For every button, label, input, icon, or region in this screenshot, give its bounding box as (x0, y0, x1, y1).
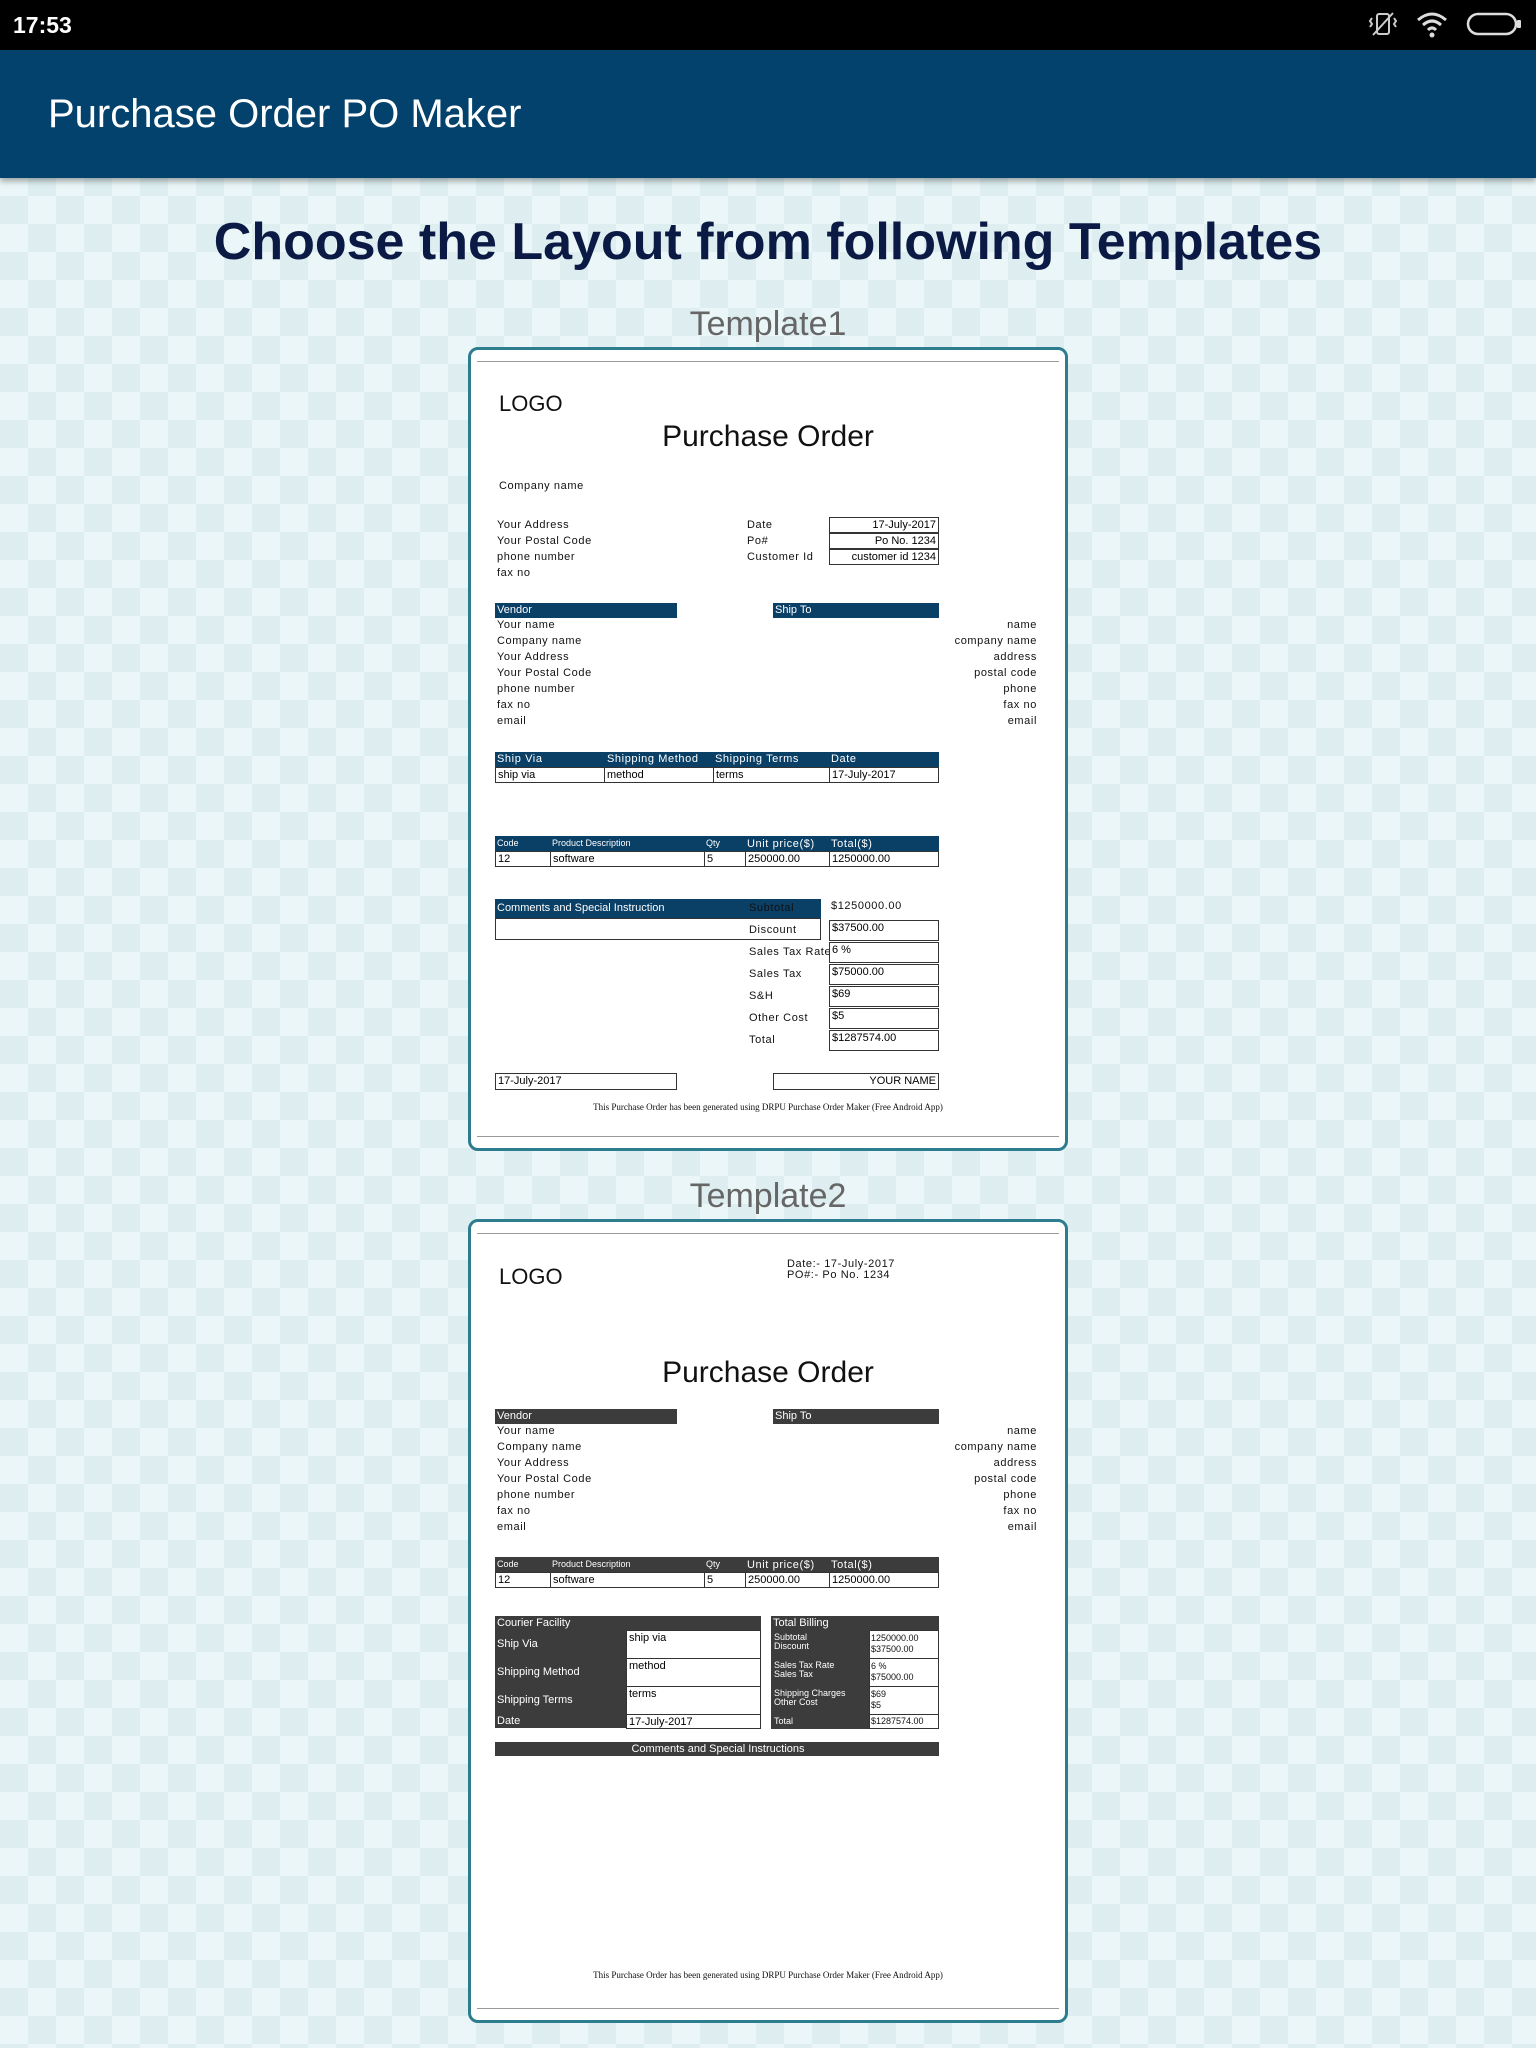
billing-label: Other Cost (774, 1697, 818, 1707)
ship-to-line: fax no (1003, 699, 1037, 711)
item-value: software (550, 851, 705, 867)
totals-value: $75000.00 (829, 964, 939, 985)
totals-value: 6 % (829, 942, 939, 963)
totals-value: $5 (829, 1008, 939, 1029)
shipping-header: Date (831, 753, 857, 765)
billing-value: $69 (871, 1689, 887, 1699)
billing-value: $1287574.00 (871, 1716, 924, 1726)
courier-label: Date (495, 1714, 626, 1728)
totals-label: Sales Tax Rate (749, 946, 832, 958)
meta-value: customer id 1234 (829, 549, 939, 565)
ship-to-line: fax no (1003, 1505, 1037, 1517)
status-bar (0, 0, 1536, 50)
totals-value: $69 (829, 986, 939, 1007)
template-2-card[interactable] (468, 1219, 1068, 2023)
meta-value: 17-July-2017 (829, 517, 939, 533)
billing-label: Sales Tax (774, 1669, 813, 1679)
vendor-line: Your Postal Code (497, 667, 592, 679)
status-icons (1368, 10, 1522, 38)
courier-label: Ship Via (495, 1630, 626, 1658)
item-value: 5 (704, 851, 746, 867)
item-header: Product Description (552, 1559, 631, 1569)
vibrate-off-icon (1368, 10, 1398, 38)
billing-divider (869, 1658, 939, 1659)
ship-to-line: phone (1003, 1489, 1037, 1501)
ship-to-line: name (1007, 619, 1037, 631)
vendor-line: Your Address (497, 651, 570, 663)
ship-to-header: Ship To (773, 1409, 939, 1424)
item-value: software (550, 1572, 705, 1588)
shipping-value: 17-July-2017 (829, 767, 939, 783)
meta-label: Date (747, 519, 773, 531)
status-time: 17:53 (13, 12, 72, 38)
footer-note: This Purchase Order has been generated using DRPU Purchase Order Maker (Free Android App) (593, 1102, 943, 1112)
billing-value: $5 (871, 1700, 882, 1710)
battery-icon (1466, 12, 1522, 36)
address-line: Your Address (497, 519, 570, 531)
app-title: Purchase Order PO Maker (48, 92, 522, 136)
vendor-header: Vendor (495, 603, 677, 618)
totals-value: $1250000.00 (831, 900, 902, 912)
vendor-line: phone number (497, 1489, 576, 1501)
vendor-line: email (497, 1521, 527, 1533)
app-bar (0, 50, 1536, 178)
item-header: Code (497, 838, 519, 848)
comments-header: Comments and Special Instructions (495, 1742, 939, 1756)
template-1-preview (477, 361, 1059, 1137)
courier-value: terms (626, 1686, 761, 1715)
item-header: Qty (706, 838, 721, 848)
logo-placeholder: LOGO (499, 391, 563, 416)
ship-to-line: address (993, 1457, 1037, 1469)
template-2-label: Template2 (689, 1177, 847, 1215)
vendor-line: phone number (497, 683, 576, 695)
shipping-value: terms (713, 767, 830, 783)
vendor-header: Vendor (495, 1409, 677, 1424)
vendor-line: Your Postal Code (497, 1473, 592, 1485)
item-value: 250000.00 (745, 1572, 830, 1588)
ship-to-line: phone (1003, 683, 1037, 695)
courier-label: Shipping Terms (495, 1686, 626, 1714)
totals-label: S&H (749, 990, 774, 1002)
page-heading: Choose the Layout from following Templates (213, 213, 1323, 271)
shipping-header: Shipping Method (607, 753, 699, 765)
ship-to-line: address (993, 651, 1037, 663)
item-value: 12 (495, 851, 551, 867)
po-line: PO#:- Po No. 1234 (787, 1269, 891, 1281)
shipping-header: Shipping Terms (715, 753, 800, 765)
totals-label: Sales Tax (749, 968, 802, 980)
comments-header: Comments and Special Instruction (495, 899, 821, 919)
template-2-preview (477, 1233, 1059, 2009)
item-header: Unit price($) (747, 838, 815, 850)
billing-label: Shipping Charges (774, 1688, 846, 1698)
courier-value: ship via (626, 1630, 761, 1659)
courier-value: 17-July-2017 (626, 1714, 761, 1729)
vendor-line: fax no (497, 699, 531, 711)
item-header: Qty (706, 1559, 721, 1569)
address-line: phone number (497, 551, 576, 563)
totals-label: Subtotal (749, 902, 795, 914)
billing-divider (869, 1686, 939, 1687)
address-line: fax no (497, 567, 531, 579)
meta-value: Po No. 1234 (829, 533, 939, 549)
ship-to-line: email (1007, 715, 1037, 727)
shipping-value: ship via (495, 767, 605, 783)
courier-value: method (626, 1658, 761, 1687)
vendor-line: Your Address (497, 1457, 570, 1469)
logo-placeholder: LOGO (499, 1264, 563, 1289)
billing-divider (869, 1714, 939, 1715)
vendor-line: email (497, 715, 527, 727)
billing-value: 1250000.00 (871, 1633, 919, 1643)
vendor-line: fax no (497, 1505, 531, 1517)
vendor-line: Your name (497, 1425, 556, 1437)
meta-label: Customer Id (747, 551, 814, 563)
item-value: 5 (704, 1572, 746, 1588)
signature-date: 17-July-2017 (495, 1073, 677, 1090)
billing-label: Total (774, 1716, 794, 1726)
item-value: 12 (495, 1572, 551, 1588)
ship-to-line: company name (954, 1441, 1037, 1453)
template-1-card[interactable] (468, 347, 1068, 1151)
totals-label: Discount (749, 924, 797, 936)
vendor-line: Company name (497, 1441, 582, 1453)
billing-value: $75000.00 (871, 1672, 914, 1682)
ship-to-line: postal code (974, 1473, 1037, 1485)
courier-label: Shipping Method (495, 1658, 626, 1686)
ship-to-line: company name (954, 635, 1037, 647)
meta-label: Po# (747, 535, 769, 547)
totals-label: Other Cost (749, 1012, 809, 1024)
item-value: 1250000.00 (829, 851, 939, 867)
totals-label: Total (749, 1034, 776, 1046)
po-title: Purchase Order (662, 420, 874, 453)
footer-note: This Purchase Order has been generated using DRPU Purchase Order Maker (Free Android App) (593, 1970, 943, 1980)
item-value: 1250000.00 (829, 1572, 939, 1588)
date-line: Date:- 17-July-2017 (787, 1258, 896, 1270)
courier-header: Courier Facility (495, 1616, 761, 1630)
billing-value: 6 % (871, 1661, 887, 1671)
item-header: Total($) (831, 1559, 873, 1571)
billing-label: Subtotal (774, 1632, 808, 1642)
item-value: 250000.00 (745, 851, 830, 867)
shipping-value: method (604, 767, 714, 783)
address-line: Your Postal Code (497, 535, 592, 547)
template-1-label: Template1 (689, 305, 847, 343)
company-name: Company name (499, 480, 584, 492)
po-title: Purchase Order (662, 1356, 874, 1389)
vendor-line: Company name (497, 635, 582, 647)
totals-value: $1287574.00 (829, 1030, 939, 1051)
totals-value: $37500.00 (829, 920, 939, 941)
billing-value: $37500.00 (871, 1644, 914, 1654)
billing-label: Sales Tax Rate (774, 1660, 835, 1670)
item-header: Code (497, 1559, 519, 1569)
ship-to-line: name (1007, 1425, 1037, 1437)
ship-to-header: Ship To (773, 603, 939, 618)
item-header: Unit price($) (747, 1559, 815, 1571)
shipping-header: Ship Via (497, 753, 543, 765)
wifi-icon (1416, 10, 1448, 38)
billing-header: Total Billing (771, 1616, 939, 1630)
signature-name: YOUR NAME (773, 1073, 939, 1090)
vendor-line: Your name (497, 619, 556, 631)
billing-label: Discount (774, 1641, 810, 1651)
item-header: Product Description (552, 838, 631, 848)
ship-to-line: email (1007, 1521, 1037, 1533)
item-header: Total($) (831, 838, 873, 850)
ship-to-line: postal code (974, 667, 1037, 679)
